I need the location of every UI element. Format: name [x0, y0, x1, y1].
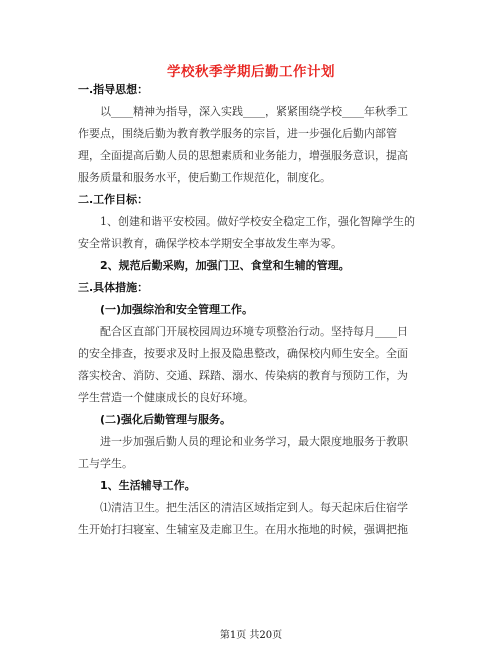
paragraph-line: 工与学生。 — [78, 457, 133, 470]
paragraph-line: 理，全面提高后勤人员的思想素质和业务能力，增强服务意识，提高 — [78, 149, 408, 162]
page-number-footer: 第1页 共20页 — [219, 630, 283, 641]
paragraph-line: 以____精神为指导，深入实践____，紧紧围绕学校____年秋季工 — [78, 105, 408, 118]
paragraph-line: 生开始打扫寝室、生辅室及走廊卫生。在用水拖地的时候，强调把拖 — [78, 523, 408, 536]
document-title: 学校秋季学期后勤工作计划 — [167, 64, 335, 80]
paragraph-line: 落实校舍、消防、交通、踩踏、溺水、传染病的教育与预防工作，为 — [78, 369, 408, 382]
section-heading: 二.工作目标： — [78, 193, 149, 206]
paragraph-line: 作要点，围绕后勤为教育教学服务的宗旨，进一步强化后勤内部管 — [78, 127, 397, 140]
item-heading: 1、生活辅导工作。 — [78, 479, 196, 492]
section-heading: 一.指导思想： — [78, 83, 149, 96]
section-heading: 三.具体措施： — [78, 281, 149, 294]
paragraph-line: 服务质量和服务水平，使后勤工作规范化，制度化。 — [78, 171, 331, 184]
section-specific-measures — [78, 277, 430, 541]
paragraph-line: 学生营造一个健康成长的良好环境。 — [78, 391, 254, 404]
section-guiding-ideology — [78, 79, 430, 189]
section-work-goals — [78, 189, 430, 277]
subsection-heading: (二)强化后勤管理与服务。 — [78, 413, 232, 426]
paragraph-line: 进一步加强后勤人员的理论和业务学习，最大限度地服务于教职 — [78, 435, 408, 448]
subsection-heading: (一)加强综治和安全管理工作。 — [78, 303, 254, 316]
goal-item-heading: 2、规范后勤采购，加强门卫、食堂和生辅的管理。 — [78, 259, 350, 272]
paragraph-line: 安全常识教育，确保学校本学期安全事故发生率为零。 — [78, 237, 342, 250]
paragraph-line: 1、创建和谐平安校园。做好学校安全稳定工作，强化智障学生的 — [78, 215, 415, 228]
paragraph-line: 配合区直部门开展校园周边环境专项整治行动。坚持每月____日 — [78, 325, 408, 338]
paragraph-line: ⑴清洁卫生。把生活区的清洁区域指定到人。每天起床后住宿学 — [78, 501, 408, 514]
paragraph-line: 的安全排查，按要求及时上报及隐患整改，确保校内师生安全。全面 — [78, 347, 408, 360]
